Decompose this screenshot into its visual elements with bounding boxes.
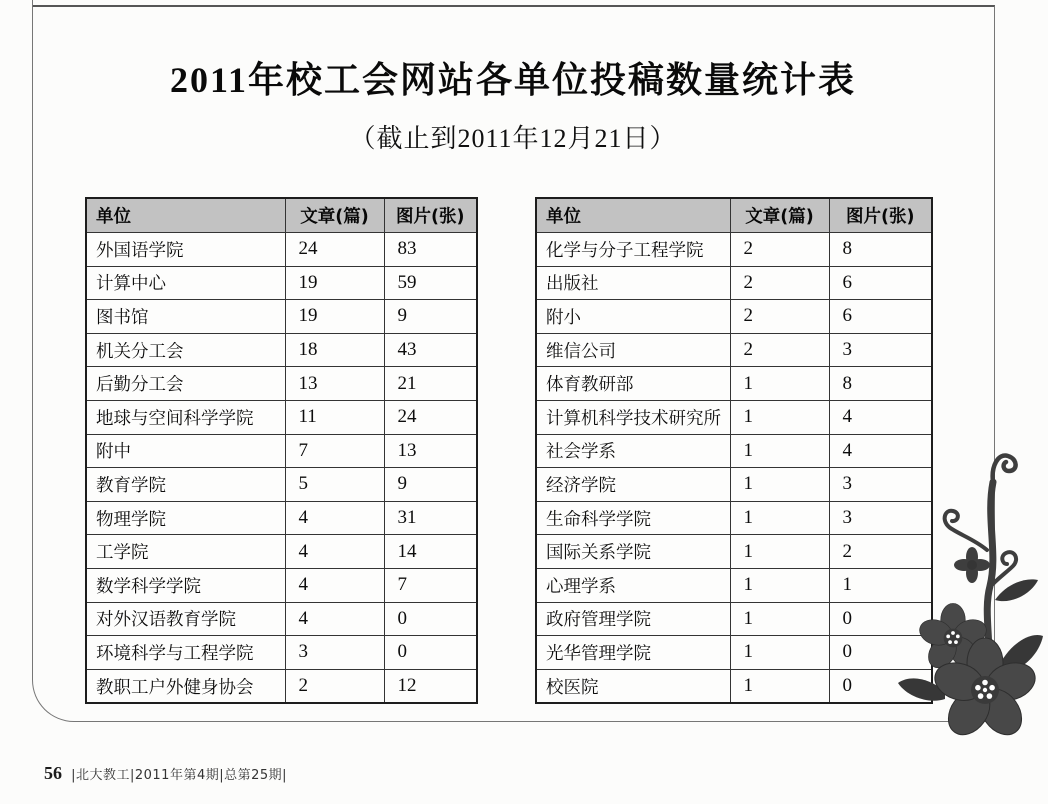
table-row: [536, 333, 932, 367]
articles-count-cell: 4: [285, 568, 384, 602]
articles-count-cell: 2: [285, 669, 384, 703]
table-row: [86, 535, 477, 569]
unit-cell: 心理学系: [536, 568, 730, 602]
articles-count-cell: 19: [285, 266, 384, 300]
articles-count-cell: 2: [730, 266, 829, 300]
images-count-cell: 59: [384, 266, 477, 300]
articles-count-cell: 13: [285, 367, 384, 401]
images-count-cell: 3: [829, 333, 932, 367]
table-row: [86, 468, 477, 502]
flower-vine-decoration-icon: [885, 438, 1045, 738]
table-row: [86, 367, 477, 401]
articles-count-cell: 1: [730, 400, 829, 434]
images-count-cell: 7: [384, 568, 477, 602]
unit-cell: 外国语学院: [86, 233, 285, 267]
articles-count-cell: 11: [285, 400, 384, 434]
images-count-cell: 83: [384, 233, 477, 267]
images-count-cell: 8: [829, 367, 932, 401]
table-row: [536, 669, 932, 703]
images-count-cell: 0: [384, 602, 477, 636]
unit-cell: 政府管理学院: [536, 602, 730, 636]
images-count-cell: 9: [384, 468, 477, 502]
table-row: [86, 400, 477, 434]
unit-cell: 国际关系学院: [536, 535, 730, 569]
unit-cell: 后勤分工会: [86, 367, 285, 401]
unit-cell: 教育学院: [86, 468, 285, 502]
unit-cell: 维信公司: [536, 333, 730, 367]
articles-count-cell: 1: [730, 367, 829, 401]
table-row: [86, 434, 477, 468]
articles-count-cell: 1: [730, 636, 829, 670]
table-row: [86, 333, 477, 367]
unit-cell: 校医院: [536, 669, 730, 703]
images-count-cell: 4: [829, 400, 932, 434]
images-count-cell: 43: [384, 333, 477, 367]
unit-cell: 对外汉语教育学院: [86, 602, 285, 636]
table-header-row: [536, 198, 932, 233]
unit-cell: 计算中心: [86, 266, 285, 300]
articles-count-cell: 3: [285, 636, 384, 670]
table-row: [536, 535, 932, 569]
unit-cell: 经济学院: [536, 468, 730, 502]
unit-cell: 教职工户外健身协会: [86, 669, 285, 703]
table-body-left: [86, 233, 477, 704]
unit-cell: 体育教研部: [536, 367, 730, 401]
unit-cell: 数学科学学院: [86, 568, 285, 602]
unit-cell: 环境科学与工程学院: [86, 636, 285, 670]
table-row: [86, 669, 477, 703]
table-row: [536, 501, 932, 535]
articles-count-cell: 1: [730, 501, 829, 535]
articles-count-cell: 18: [285, 333, 384, 367]
table-row: [536, 233, 932, 267]
unit-cell: 图书馆: [86, 300, 285, 334]
unit-cell: 物理学院: [86, 501, 285, 535]
unit-cell: 出版社: [536, 266, 730, 300]
images-count-cell: 14: [384, 535, 477, 569]
table-row: [86, 636, 477, 670]
table-row: [536, 568, 932, 602]
journal-info: |北大教工|2011年第4期|总第25期|: [71, 768, 288, 783]
articles-count-cell: 1: [730, 468, 829, 502]
images-count-cell: 4: [829, 434, 932, 468]
articles-count-cell: 2: [730, 333, 829, 367]
images-count-cell: 3: [829, 501, 932, 535]
table-row: [536, 400, 932, 434]
table-row: [86, 300, 477, 334]
unit-cell: 附中: [86, 434, 285, 468]
table-row: [536, 434, 932, 468]
images-count-cell: 24: [384, 400, 477, 434]
unit-cell: 化学与分子工程学院: [536, 233, 730, 267]
column-header-images: 图片(张): [384, 198, 477, 233]
images-count-cell: 31: [384, 501, 477, 535]
unit-cell: 社会学系: [536, 434, 730, 468]
stats-table-left: [85, 197, 478, 704]
articles-count-cell: 4: [285, 501, 384, 535]
articles-count-cell: 19: [285, 300, 384, 334]
images-count-cell: 2: [829, 535, 932, 569]
table-header-row: [86, 198, 477, 233]
table-body-right: [536, 233, 932, 704]
column-header-articles: 文章(篇): [285, 198, 384, 233]
unit-cell: 附小: [536, 300, 730, 334]
images-count-cell: 13: [384, 434, 477, 468]
table-row: [536, 468, 932, 502]
images-count-cell: 6: [829, 300, 932, 334]
page-border-tick: [32, 0, 33, 6]
images-count-cell: 8: [829, 233, 932, 267]
table-row: [86, 233, 477, 267]
table-row: [536, 266, 932, 300]
images-count-cell: 1: [829, 568, 932, 602]
page-title: 2011年校工会网站各单位投稿数量统计表: [169, 60, 856, 100]
table-row: [86, 501, 477, 535]
unit-cell: 地球与空间科学学院: [86, 400, 285, 434]
table-row: [536, 602, 932, 636]
articles-count-cell: 1: [730, 434, 829, 468]
column-header-unit: 单位: [86, 198, 285, 233]
column-header-unit: 单位: [536, 198, 730, 233]
column-header-articles: 文章(篇): [730, 198, 829, 233]
articles-count-cell: 5: [285, 468, 384, 502]
table-row: [86, 568, 477, 602]
table-row: [86, 602, 477, 636]
stats-table-right: [535, 197, 933, 704]
page-number: 56: [44, 763, 62, 783]
articles-count-cell: 1: [730, 669, 829, 703]
images-count-cell: 0: [829, 602, 932, 636]
unit-cell: 计算机科学技术研究所: [536, 400, 730, 434]
column-header-images: 图片(张): [829, 198, 932, 233]
table-row: [536, 367, 932, 401]
unit-cell: 工学院: [86, 535, 285, 569]
table-row: [86, 266, 477, 300]
images-count-cell: 9: [384, 300, 477, 334]
articles-count-cell: 1: [730, 568, 829, 602]
articles-count-cell: 1: [730, 602, 829, 636]
articles-count-cell: 4: [285, 535, 384, 569]
images-count-cell: 0: [384, 636, 477, 670]
unit-cell: 生命科学学院: [536, 501, 730, 535]
table-row: [536, 300, 932, 334]
unit-cell: 机关分工会: [86, 333, 285, 367]
articles-count-cell: 24: [285, 233, 384, 267]
page-subtitle: （截止到2011年12月21日）: [349, 124, 677, 153]
images-count-cell: 21: [384, 367, 477, 401]
images-count-cell: 0: [829, 669, 932, 703]
articles-count-cell: 4: [285, 602, 384, 636]
images-count-cell: 3: [829, 468, 932, 502]
page-footer: [44, 763, 287, 784]
articles-count-cell: 2: [730, 233, 829, 267]
images-count-cell: 6: [829, 266, 932, 300]
unit-cell: 光华管理学院: [536, 636, 730, 670]
articles-count-cell: 2: [730, 300, 829, 334]
images-count-cell: 12: [384, 669, 477, 703]
articles-count-cell: 1: [730, 535, 829, 569]
images-count-cell: 0: [829, 636, 932, 670]
articles-count-cell: 7: [285, 434, 384, 468]
table-row: [536, 636, 932, 670]
